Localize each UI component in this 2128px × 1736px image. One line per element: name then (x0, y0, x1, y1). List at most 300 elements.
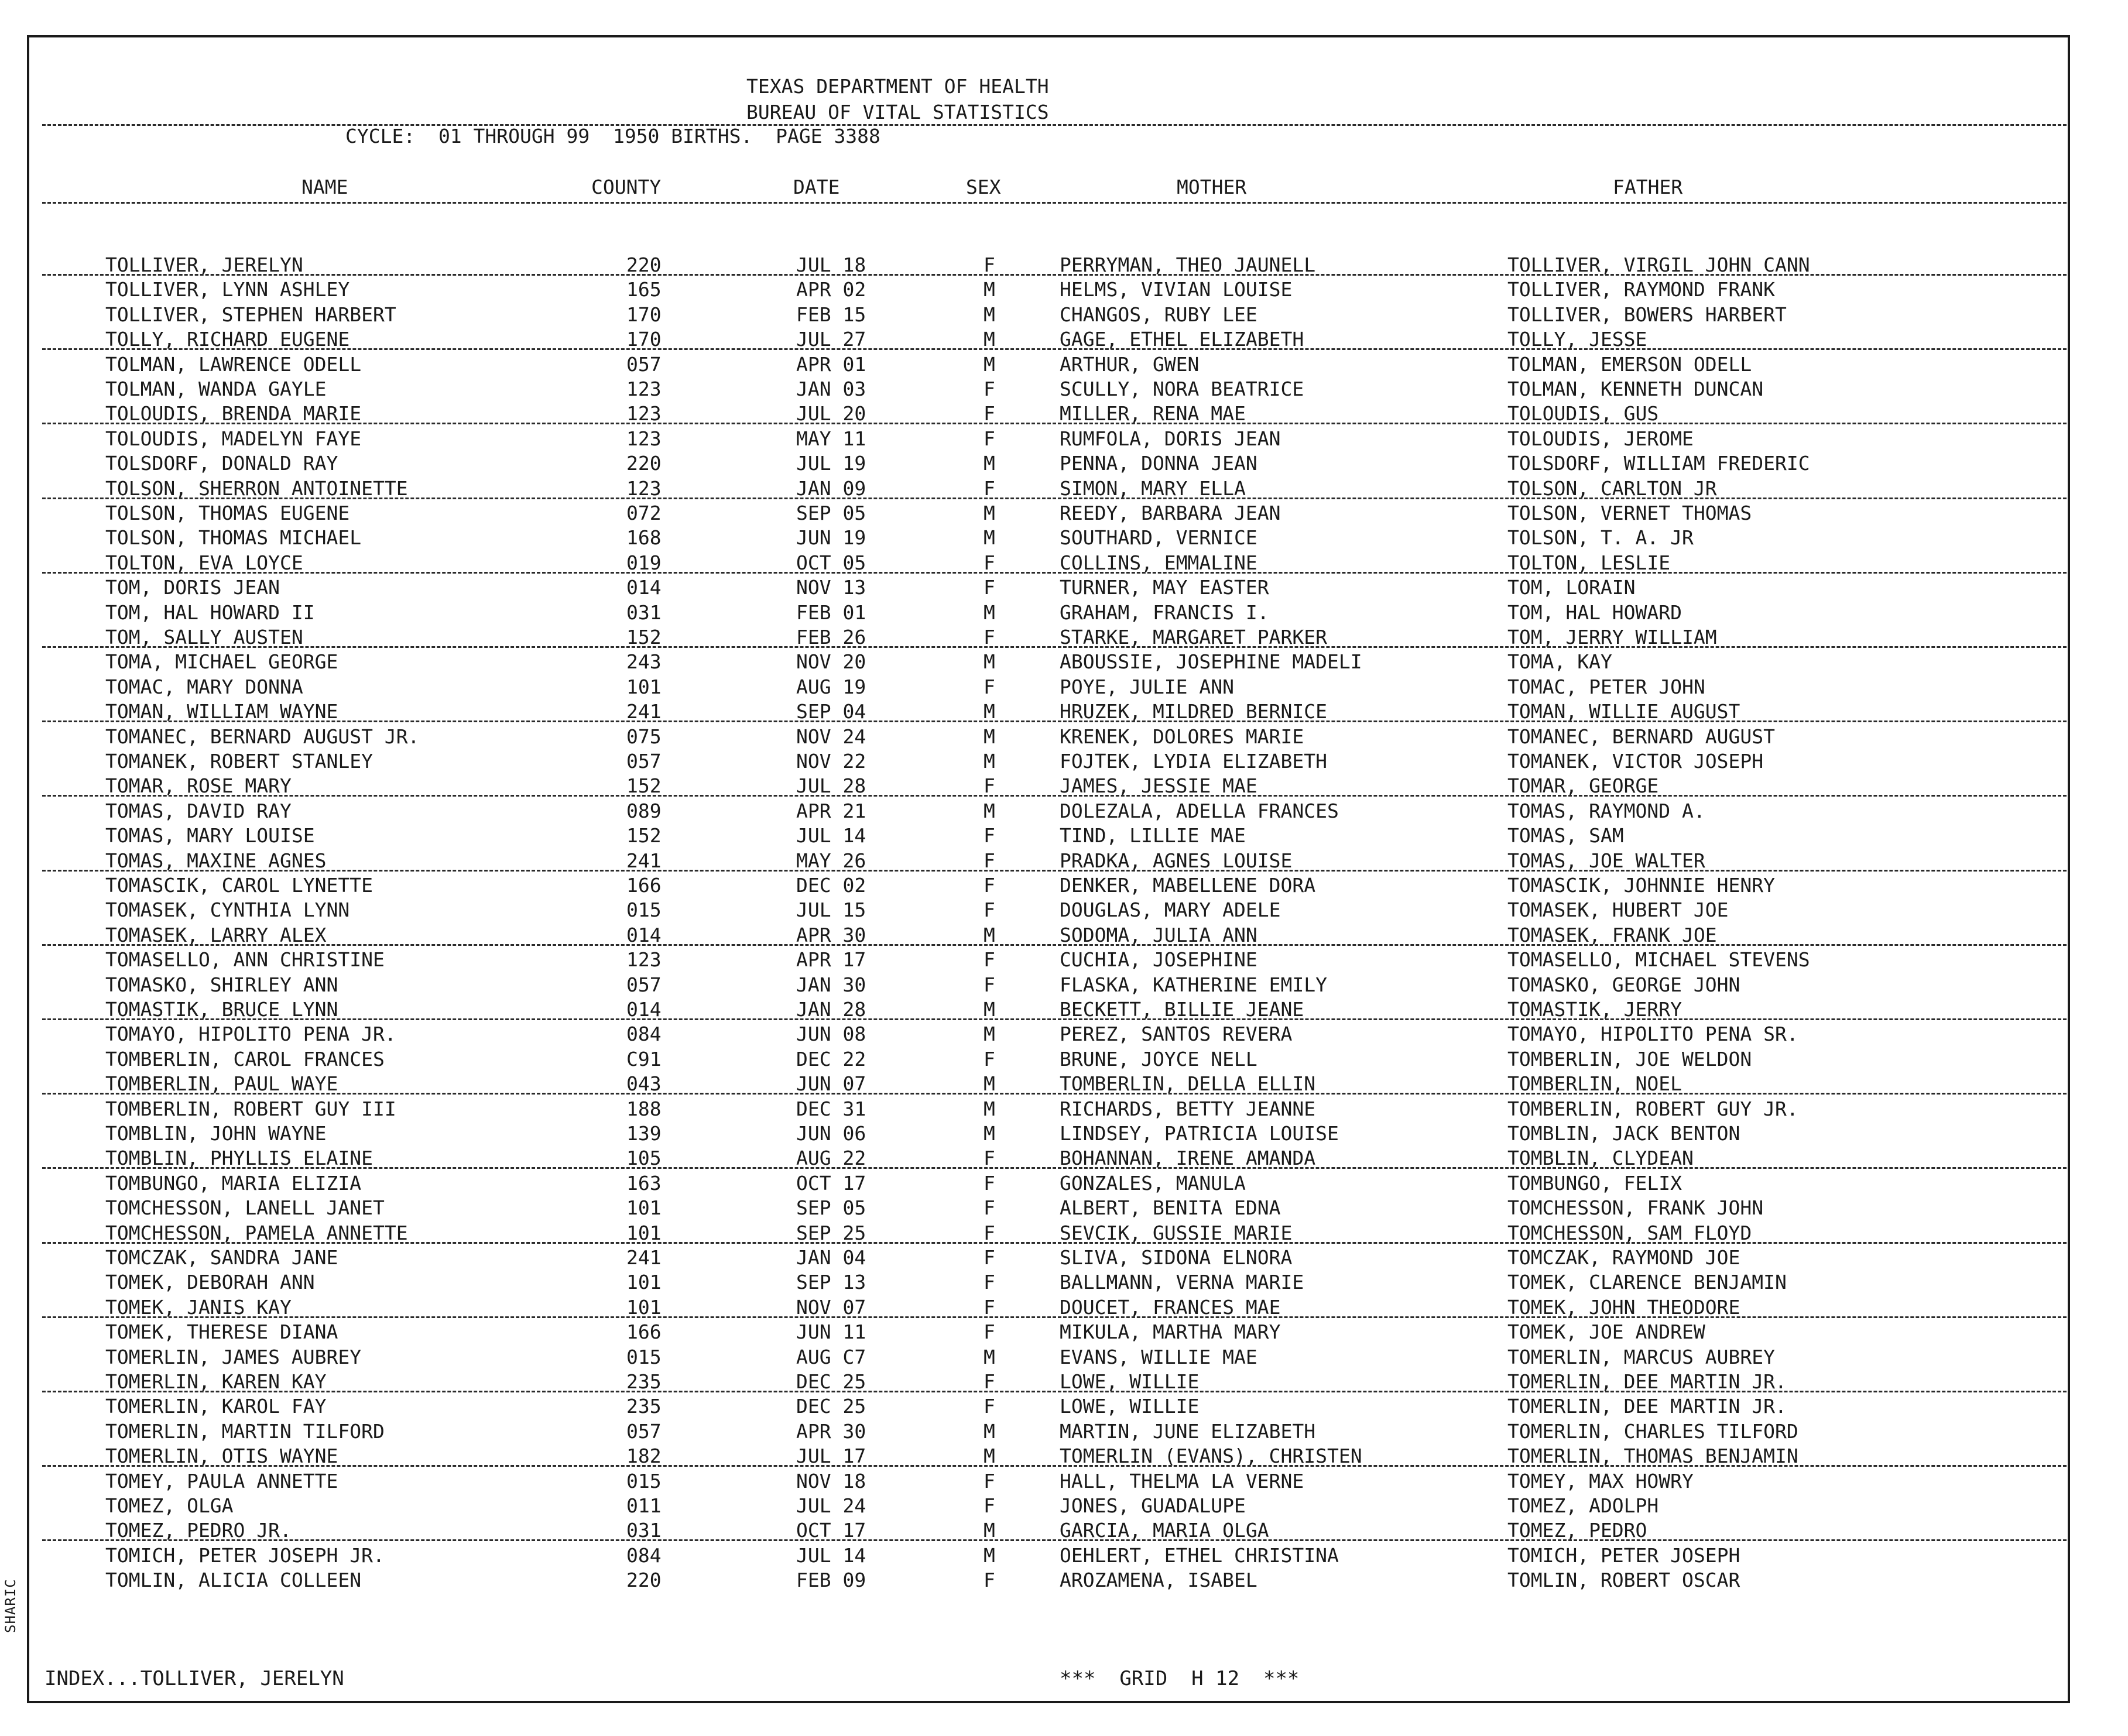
record-row (0, 799, 2108, 824)
record-sex: M (984, 998, 995, 1021)
record-mother: ARTHUR, GWEN (1060, 352, 1200, 376)
record-name: TOLSON, THOMAS EUGENE (105, 502, 350, 524)
record-date: DEC 02 (796, 874, 866, 897)
record-mother: POYE, JULIE ANN (1060, 675, 1235, 698)
record-date: JUL 19 (796, 452, 866, 475)
record-date: JUL 18 (796, 253, 866, 276)
record-row (0, 1394, 2108, 1419)
record-father: TOMBUNGO, FELIX (1507, 1171, 1682, 1195)
record-date: AUG 19 (796, 675, 866, 698)
record-date: DEC 22 (796, 1047, 866, 1071)
record-name: TOMERLIN, MARTIN TILFORD (105, 1419, 385, 1443)
record-sex: M (984, 278, 995, 301)
record-row (0, 501, 2108, 526)
row-separator (42, 721, 2067, 722)
record-county: 101 (626, 1221, 662, 1244)
record-father: TOMBERLIN, ROBERT GUY JR. (1507, 1097, 1798, 1120)
record-sex: M (984, 452, 995, 475)
record-sex: F (984, 576, 995, 599)
record-father: TOMERLIN, DEE MARTIN JR. (1507, 1370, 1787, 1393)
record-row (0, 277, 2108, 302)
record-name: TOM, HAL HOWARD II (105, 601, 315, 624)
record-father: TOLSON, CARLTON JR (1507, 476, 1717, 500)
record-county: 188 (626, 1097, 662, 1120)
record-father: TOMAN, WILLIE AUGUST (1507, 700, 1740, 723)
row-separator (42, 572, 2067, 574)
record-name: TOMASEK, LARRY ALEX (105, 923, 327, 946)
record-county: 123 (626, 427, 662, 450)
record-date: JUL 17 (796, 1445, 866, 1468)
record-sex: F (984, 849, 995, 872)
row-separator (42, 348, 2067, 350)
record-date: JUN 08 (796, 1023, 866, 1046)
record-row (0, 1320, 2108, 1344)
record-father: TOLLIVER, VIRGIL JOHN CANN (1507, 253, 1810, 276)
record-county: 163 (626, 1171, 662, 1195)
record-mother: TOMERLIN (EVANS), CHRISTEN (1060, 1445, 1362, 1468)
record-sex: F (984, 774, 995, 798)
record-sex: M (984, 328, 995, 351)
record-date: JUL 14 (796, 824, 866, 848)
record-county: 241 (626, 700, 662, 723)
record-name: TOMAC, MARY DONNA (105, 675, 303, 698)
record-father: TOMBERLIN, NOEL (1507, 1072, 1682, 1096)
record-mother: RICHARDS, BETTY JEANNE (1060, 1097, 1316, 1120)
record-date: NOV 24 (796, 725, 866, 748)
record-mother: GAGE, ETHEL ELIZABETH (1060, 328, 1304, 351)
record-mother: ABOUSSIE, JOSEPHINE MADELI (1060, 650, 1362, 674)
record-sex: F (984, 253, 995, 276)
record-county: 152 (626, 774, 662, 798)
record-mother: PERRYMAN, THEO JAUNELL (1060, 253, 1316, 276)
record-mother: SLIVA, SIDONA ELNORA (1060, 1246, 1293, 1269)
record-date: JUL 27 (796, 328, 866, 351)
record-county: 170 (626, 303, 662, 326)
record-row (0, 451, 2108, 476)
record-sex: F (984, 551, 995, 574)
record-father: TOLLY, JESSE (1507, 328, 1647, 351)
record-father: TOLSON, VERNET THOMAS (1507, 502, 1752, 524)
record-county: 152 (626, 824, 662, 848)
record-father: TOMEK, CLARENCE BENJAMIN (1507, 1271, 1787, 1294)
record-name: TOMBERLIN, PAUL WAYE (105, 1072, 338, 1096)
record-county: 235 (626, 1370, 662, 1393)
record-row (0, 1171, 2108, 1196)
record-father: TOMERLIN, CHARLES TILFORD (1507, 1419, 1798, 1443)
record-mother: LOWE, WILLIE (1060, 1395, 1200, 1418)
record-name: TOLSDORF, DONALD RAY (105, 452, 338, 475)
record-date: NOV 13 (796, 576, 866, 599)
record-name: TOMASKO, SHIRLEY ANN (105, 973, 338, 996)
record-mother: DENKER, MABELLENE DORA (1060, 874, 1316, 897)
record-sex: M (984, 1419, 995, 1443)
record-county: 075 (626, 725, 662, 748)
record-mother: SCULLY, NORA BEATRICE (1060, 378, 1304, 400)
record-mother: GRAHAM, FRANCIS I. (1060, 601, 1269, 624)
record-sex: F (984, 874, 995, 897)
record-sex: M (984, 1543, 995, 1567)
record-county: 139 (626, 1122, 662, 1145)
record-name: TOMAN, WILLIAM WAYNE (105, 700, 338, 723)
record-name: TOLOUDIS, BRENDA MARIE (105, 402, 362, 426)
record-row (0, 1419, 2108, 1444)
record-father: TOLTON, LESLIE (1507, 551, 1671, 574)
grid-line: *** GRID H 12 *** (1060, 1667, 1300, 1690)
record-name: TOM, DORIS JEAN (105, 576, 280, 599)
row-separator (42, 1539, 2067, 1541)
record-county: 084 (626, 1023, 662, 1046)
record-county: 123 (626, 378, 662, 400)
record-county: 014 (626, 576, 662, 599)
record-row (0, 1047, 2108, 1072)
record-county: 241 (626, 849, 662, 872)
record-date: AUG C7 (796, 1345, 866, 1368)
record-name: TOMASEK, CYNTHIA LYNN (105, 898, 350, 922)
record-row (0, 873, 2108, 898)
record-father: TOMANEC, BERNARD AUGUST (1507, 725, 1775, 748)
record-sex: F (984, 948, 995, 972)
record-father: TOMASEK, FRANK JOE (1507, 923, 1717, 946)
index-line: INDEX...TOLLIVER, JERELYN (44, 1667, 344, 1690)
record-date: JUN 07 (796, 1072, 866, 1096)
record-sex: F (984, 626, 995, 649)
record-sex: F (984, 675, 995, 698)
record-row (0, 575, 2108, 600)
record-name: TOMEZ, PEDRO JR. (105, 1519, 292, 1542)
record-mother: SEVCIK, GUSSIE MARIE (1060, 1221, 1293, 1244)
record-name: TOMICH, PETER JOSEPH JR. (105, 1543, 385, 1567)
record-name: TOMBERLIN, CAROL FRANCES (105, 1047, 385, 1071)
row-separator (42, 1391, 2067, 1392)
record-date: FEB 01 (796, 601, 866, 624)
record-sex: M (984, 1122, 995, 1145)
record-row (0, 1270, 2108, 1295)
record-date: JUN 19 (796, 526, 866, 550)
record-father: TOMAR, GEORGE (1507, 774, 1659, 798)
record-father: TOLSDORF, WILLIAM FREDERIC (1507, 452, 1810, 475)
record-row (0, 303, 2108, 327)
record-father: TOLLIVER, BOWERS HARBERT (1507, 303, 1787, 326)
record-name: TOMAS, MARY LOUISE (105, 824, 315, 848)
record-date: JAN 28 (796, 998, 866, 1021)
record-mother: MILLER, RENA MAE (1060, 402, 1246, 426)
record-mother: FOJTEK, LYDIA ELIZABETH (1060, 750, 1327, 773)
record-date: JAN 30 (796, 973, 866, 996)
record-sex: F (984, 1469, 995, 1493)
record-mother: HRUZEK, MILDRED BERNICE (1060, 700, 1327, 723)
record-mother: EVANS, WILLIE MAE (1060, 1345, 1257, 1368)
record-sex: F (984, 427, 995, 450)
record-date: OCT 17 (796, 1519, 866, 1542)
record-county: 220 (626, 1569, 662, 1592)
record-sex: F (984, 1221, 995, 1244)
record-date: APR 30 (796, 923, 866, 946)
record-father: TOM, JERRY WILLIAM (1507, 626, 1717, 649)
record-father: TOMAS, SAM (1507, 824, 1624, 848)
record-county: 101 (626, 1295, 662, 1319)
record-row (0, 725, 2108, 749)
record-sex: F (984, 973, 995, 996)
record-date: DEC 25 (796, 1370, 866, 1393)
record-mother: AROZAMENA, ISABEL (1060, 1569, 1257, 1592)
record-sex: M (984, 1519, 995, 1542)
record-date: SEP 05 (796, 502, 866, 524)
record-father: TOMEZ, ADOLPH (1507, 1494, 1659, 1517)
row-separator (42, 646, 2067, 648)
record-sex: M (984, 502, 995, 524)
record-father: TOLOUDIS, JEROME (1507, 427, 1694, 450)
record-county: 057 (626, 750, 662, 773)
record-date: APR 30 (796, 1419, 866, 1443)
record-sex: M (984, 725, 995, 748)
record-row (0, 1196, 2108, 1220)
row-separator (42, 1316, 2067, 1318)
record-county: 166 (626, 1320, 662, 1344)
record-name: TOMASTIK, BRUCE LYNN (105, 998, 338, 1021)
record-mother: COLLINS, EMMALINE (1060, 551, 1257, 574)
record-father: TOLLIVER, RAYMOND FRANK (1507, 278, 1775, 301)
record-date: APR 02 (796, 278, 866, 301)
record-sex: M (984, 1097, 995, 1120)
record-date: NOV 18 (796, 1469, 866, 1493)
record-father: TOMERLIN, DEE MARTIN JR. (1507, 1395, 1787, 1418)
record-county: 072 (626, 502, 662, 524)
col-header-sex: SEX (966, 176, 1001, 198)
record-father: TOMERLIN, THOMAS BENJAMIN (1507, 1445, 1798, 1468)
record-name: TOMCHESSON, PAMELA ANNETTE (105, 1221, 408, 1244)
record-name: TOMAS, MAXINE AGNES (105, 849, 327, 872)
record-county: 165 (626, 278, 662, 301)
row-separator (42, 1465, 2067, 1467)
col-header-county: COUNTY (591, 176, 662, 198)
record-name: TOLSON, SHERRON ANTOINETTE (105, 476, 408, 500)
record-county: 031 (626, 601, 662, 624)
record-date: FEB 09 (796, 1569, 866, 1592)
record-sex: M (984, 1345, 995, 1368)
record-father: TOMERLIN, MARCUS AUBREY (1507, 1345, 1775, 1368)
record-county: 220 (626, 253, 662, 276)
record-row (0, 898, 2108, 922)
record-sex: M (984, 1072, 995, 1096)
row-separator (42, 1093, 2067, 1095)
row-separator (42, 274, 2067, 276)
record-mother: ALBERT, BENITA EDNA (1060, 1196, 1281, 1220)
record-date: DEC 31 (796, 1097, 866, 1120)
record-name: TOMEY, PAULA ANNETTE (105, 1469, 338, 1493)
record-county: 015 (626, 898, 662, 922)
record-date: APR 17 (796, 948, 866, 972)
record-county: C91 (626, 1047, 662, 1071)
record-mother: REEDY, BARBARA JEAN (1060, 502, 1281, 524)
record-father: TOMAS, RAYMOND A. (1507, 799, 1705, 822)
record-sex: F (984, 1271, 995, 1294)
record-row (0, 1568, 2108, 1593)
record-name: TOMERLIN, KAROL FAY (105, 1395, 327, 1418)
record-father: TOMBLIN, JACK BENTON (1507, 1122, 1740, 1145)
record-date: JUL 15 (796, 898, 866, 922)
record-row (0, 427, 2108, 451)
record-sex: F (984, 1370, 995, 1393)
record-county: 168 (626, 526, 662, 550)
record-county: 101 (626, 1271, 662, 1294)
record-date: NOV 22 (796, 750, 866, 773)
record-date: JUL 28 (796, 774, 866, 798)
record-date: JAN 04 (796, 1246, 866, 1269)
record-father: TOLOUDIS, GUS (1507, 402, 1659, 426)
record-mother: BECKETT, BILLIE JEANE (1060, 998, 1304, 1021)
record-row (0, 526, 2108, 550)
record-sex: M (984, 799, 995, 822)
record-mother: OEHLERT, ETHEL CHRISTINA (1060, 1543, 1339, 1567)
record-name: TOMEK, DEBORAH ANN (105, 1271, 315, 1294)
record-father: TOLMAN, KENNETH DUNCAN (1507, 378, 1764, 400)
col-header-father: FATHER (1613, 176, 1683, 198)
record-father: TOMEZ, PEDRO (1507, 1519, 1647, 1542)
record-county: 243 (626, 650, 662, 674)
record-date: APR 01 (796, 352, 866, 376)
record-date: AUG 22 (796, 1147, 866, 1170)
record-date: OCT 17 (796, 1171, 866, 1195)
record-name: TOMERLIN, OTIS WAYNE (105, 1445, 338, 1468)
record-mother: PEREZ, SANTOS REVERA (1060, 1023, 1293, 1046)
record-county: 123 (626, 948, 662, 972)
record-date: FEB 15 (796, 303, 866, 326)
cycle-line: CYCLE: 01 THROUGH 99 1950 BIRTHS. PAGE 3388 (345, 125, 880, 147)
record-mother: JONES, GUADALUPE (1060, 1494, 1246, 1517)
record-father: TOMLIN, ROBERT OSCAR (1507, 1569, 1740, 1592)
record-father: TOMASELLO, MICHAEL STEVENS (1507, 948, 1810, 972)
record-name: TOMAYO, HIPOLITO PENA JR. (105, 1023, 396, 1046)
record-name: TOMANEK, ROBERT STANLEY (105, 750, 373, 773)
record-county: 170 (626, 328, 662, 351)
record-name: TOMLIN, ALICIA COLLEEN (105, 1569, 362, 1592)
bureau-title: BUREAU OF VITAL STATISTICS (746, 101, 1049, 123)
record-name: TOLMAN, LAWRENCE ODELL (105, 352, 362, 376)
record-mother: MIKULA, MARTHA MARY (1060, 1320, 1281, 1344)
record-row (0, 1097, 2108, 1121)
record-name: TOMEK, JANIS KAY (105, 1295, 292, 1319)
record-name: TOMASCIK, CAROL LYNETTE (105, 874, 373, 897)
record-sex: M (984, 303, 995, 326)
record-row (0, 601, 2108, 625)
row-separator (42, 423, 2067, 424)
record-row (0, 675, 2108, 699)
record-father: TOMA, KAY (1507, 650, 1612, 674)
record-row (0, 1121, 2108, 1146)
record-county: 084 (626, 1543, 662, 1567)
record-date: FEB 26 (796, 626, 866, 649)
record-mother: SOUTHARD, VERNICE (1060, 526, 1257, 550)
record-county: 057 (626, 973, 662, 996)
record-date: MAY 11 (796, 427, 866, 450)
record-sex: M (984, 650, 995, 674)
record-date: SEP 25 (796, 1221, 866, 1244)
record-name: TOLTON, EVA LOYCE (105, 551, 303, 574)
record-county: 014 (626, 923, 662, 946)
record-name: TOMA, MICHAEL GEORGE (105, 650, 338, 674)
record-sex: M (984, 700, 995, 723)
record-county: 057 (626, 352, 662, 376)
record-row (0, 1246, 2108, 1270)
record-name: TOMANEC, BERNARD AUGUST JR. (105, 725, 420, 748)
record-row (0, 948, 2108, 972)
record-date: APR 21 (796, 799, 866, 822)
record-mother: HALL, THELMA LA VERNE (1060, 1469, 1304, 1493)
record-name: TOMAS, DAVID RAY (105, 799, 292, 822)
record-name: TOLSON, THOMAS MICHAEL (105, 526, 362, 550)
record-sex: F (984, 1196, 995, 1220)
rule-header (42, 202, 2067, 204)
row-separator (42, 870, 2067, 872)
record-county: 220 (626, 452, 662, 475)
row-separator (42, 795, 2067, 797)
record-mother: DOLEZALA, ADELLA FRANCES (1060, 799, 1339, 822)
record-father: TOM, LORAIN (1507, 576, 1636, 599)
record-name: TOLMAN, WANDA GAYLE (105, 378, 327, 400)
record-sex: F (984, 1494, 995, 1517)
record-father: TOMASTIK, JERRY (1507, 998, 1682, 1021)
col-header-date: DATE (793, 176, 840, 198)
record-mother: TURNER, MAY EASTER (1060, 576, 1269, 599)
record-sex: M (984, 601, 995, 624)
record-mother: DOUGLAS, MARY ADELE (1060, 898, 1281, 922)
record-county: 011 (626, 1494, 662, 1517)
record-sex: F (984, 1569, 995, 1592)
record-date: JUL 20 (796, 402, 866, 426)
record-name: TOM, SALLY AUSTEN (105, 626, 303, 649)
record-county: 019 (626, 551, 662, 574)
record-father: TOMCHESSON, FRANK JOHN (1507, 1196, 1764, 1220)
record-sex: F (984, 1320, 995, 1344)
record-mother: MARTIN, JUNE ELIZABETH (1060, 1419, 1316, 1443)
record-sex: M (984, 1445, 995, 1468)
record-county: 089 (626, 799, 662, 822)
record-county: 014 (626, 998, 662, 1021)
record-date: JAN 03 (796, 378, 866, 400)
record-father: TOMASKO, GEORGE JOHN (1507, 973, 1740, 996)
record-sex: F (984, 1395, 995, 1418)
record-mother: FLASKA, KATHERINE EMILY (1060, 973, 1327, 996)
record-date: DEC 25 (796, 1395, 866, 1418)
record-father: TOMASEK, HUBERT JOE (1507, 898, 1729, 922)
record-date: JUL 14 (796, 1543, 866, 1567)
record-mother: GARCIA, MARIA OLGA (1060, 1519, 1269, 1542)
record-county: 123 (626, 402, 662, 426)
record-date: OCT 05 (796, 551, 866, 574)
record-father: TOMAYO, HIPOLITO PENA SR. (1507, 1023, 1798, 1046)
record-sex: F (984, 1171, 995, 1195)
record-mother: PRADKA, AGNES LOUISE (1060, 849, 1293, 872)
record-father: TOMCHESSON, SAM FLOYD (1507, 1221, 1752, 1244)
record-name: TOMBLIN, JOHN WAYNE (105, 1122, 327, 1145)
record-mother: KRENEK, DOLORES MARIE (1060, 725, 1304, 748)
record-sex: F (984, 402, 995, 426)
record-mother: TIND, LILLIE MAE (1060, 824, 1246, 848)
record-father: TOLMAN, EMERSON ODELL (1507, 352, 1752, 376)
record-sex: F (984, 1295, 995, 1319)
record-county: 123 (626, 476, 662, 500)
record-county: 152 (626, 626, 662, 649)
record-mother: LOWE, WILLIE (1060, 1370, 1200, 1393)
row-separator (42, 1018, 2067, 1020)
record-father: TOMAC, PETER JOHN (1507, 675, 1705, 698)
record-date: NOV 07 (796, 1295, 866, 1319)
record-county: 241 (626, 1246, 662, 1269)
record-mother: BALLMANN, VERNA MARIE (1060, 1271, 1304, 1294)
record-county: 166 (626, 874, 662, 897)
record-name: TOLOUDIS, MADELYN FAYE (105, 427, 362, 450)
record-sex: F (984, 1147, 995, 1170)
